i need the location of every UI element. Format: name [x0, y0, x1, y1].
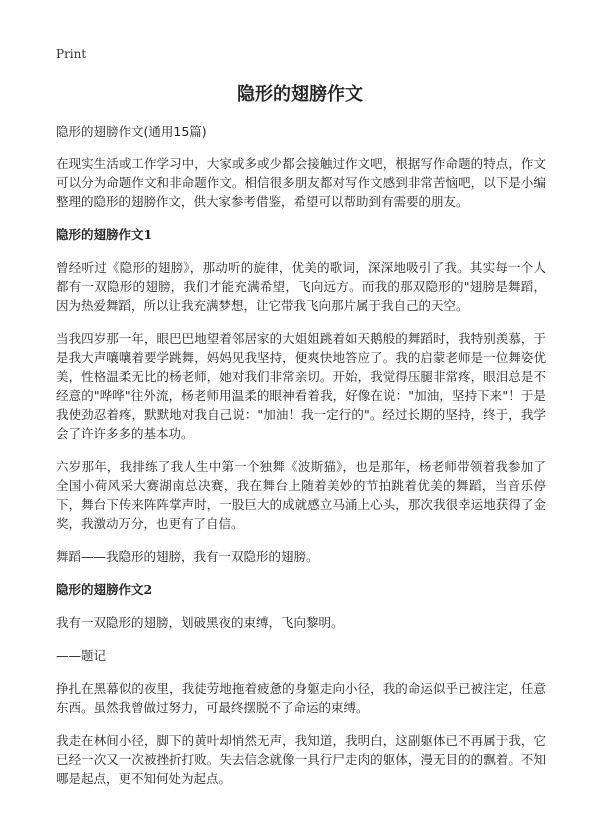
print-link[interactable]: Print — [56, 47, 87, 61]
paragraph: 我有一双隐形的翅膀，划破黑夜的束缚，飞向黎明。 — [56, 615, 344, 630]
paragraph: 舞蹈——我隐形的翅膀，我有一双隐形的翅膀。 — [56, 549, 319, 564]
intro-paragraph: 在现实生活或工作学习中，大家或多或少都会接触过作文吧，根据写作命题的特点，作文可以分为命题作文和非命题作文。相信很多朋友都对写作文感到非常苦恼吧，以下是小编整理的隐形的翅膀作文，供大家参考借鉴，希望可以帮助到有需要的朋友。 — [56, 156, 546, 209]
paragraph: 当我四岁那一年，眼巴巴地望着邻居家的大姐姐跳着如天鹅般的舞蹈时，我特别羡慕，于是我大声嚷嚷着要学跳舞，妈妈见我坚持，便爽快地答应了。我的启蒙老师是一位舞姿优美，性格温柔无比的杨老师，她对我们非常亲切。开始，我觉得压腿非常疼，眼泪总是不经意的"哗哗"往外流，杨老师用温柔的眼神看着我，好像在说："加油，坚持下来"！于是我使劲忍着疼，默默地对我自己说："加油！我一定行的"。经过长期的坚持，终于，我学会了许许多多的基本功。 — [56, 331, 546, 441]
paragraph: 六岁那年，我排练了我人生中第一个独舞《波斯猫》，也是那年，杨老师带领着我参加了全国小荷风采大赛湖南总决赛，我在舞台上随着美妙的节拍跳着优美的舞蹈，当音乐停下，舞台下传来阵阵掌声时，一股巨大的成就感立马涌上心头，那次我很幸运地获得了金奖，我激动万分，也更有了自信。 — [56, 459, 546, 531]
document-body — [56, 122, 546, 802]
paragraph: 我走在林间小径，脚下的黄叶却悄然无声，我知道，我明白，这副躯体已不再属于我，它已经一次又一次被挫折打败。失去信念就像一具行尸走肉的躯体，漫无目的的飘着。不知哪是起点，更不知何处为起点。 — [56, 733, 546, 786]
section-heading-1: 隐形的翅膀作文1 — [56, 227, 153, 242]
document-subtitle: 隐形的翅膀作文(通用15篇) — [56, 124, 207, 139]
paragraph: 挣扎在黑幕似的夜里，我徒劳地拖着疲惫的身躯走向小径，我的命运似乎已被注定，任意东西。虽然我曾做过努力，可最终摆脱不了命运的束缚。 — [56, 681, 546, 715]
page-title: 隐形的翅膀作文 — [237, 84, 363, 105]
paragraph: 曾经听过《隐形的翅膀》，那动听的旋律，优美的歌词，深深地吸引了我。其实每一个人都有一双隐形的翅膀，我们才能充满希望，飞向远方。而我的那双隐形的"翅膀是舞蹈，因为热爱舞蹈，所以让我充满梦想，让它带我飞向那片属于我自己的天空。 — [56, 260, 546, 313]
epigraph-attribution: ——题记 — [56, 648, 107, 663]
section-heading-2: 隐形的翅膀作文2 — [56, 582, 153, 597]
